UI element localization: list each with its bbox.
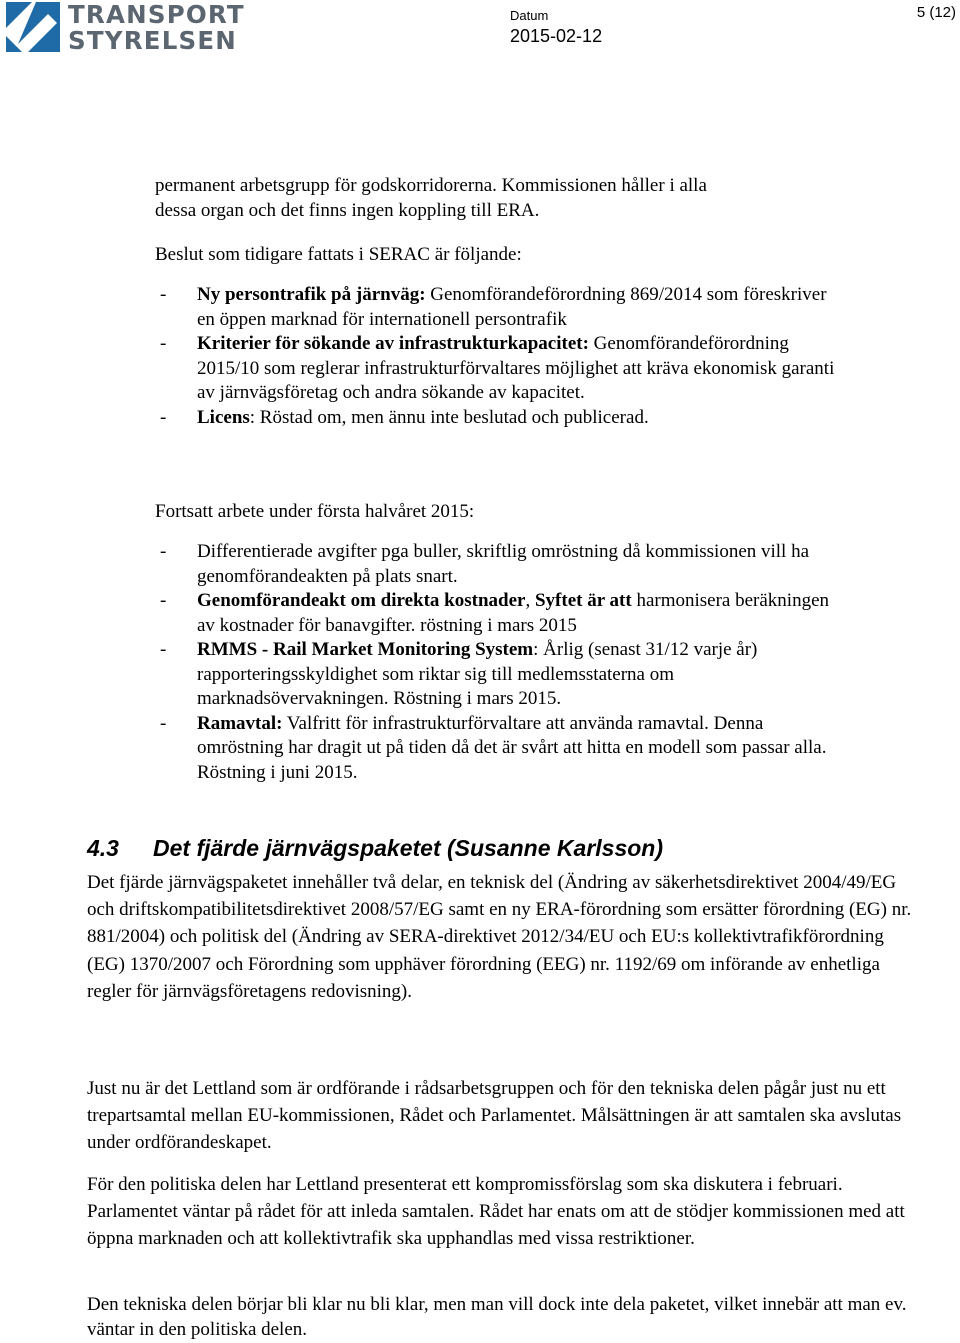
intro-continuation <box>155 174 835 223</box>
item-text: Valfritt för infrastrukturförvaltare att använda ramavtal. Denna omröstning har dragit ut på tiden då det är svårt att hitta en modell som passar alla. Röstning i juni 2015. <box>197 712 827 783</box>
list-item <box>160 332 840 406</box>
item-text: Differentierade avgifter pga buller, skriftlig omröstning då kommissionen vill ha genomförandeakten på plats snart. <box>197 541 810 587</box>
decisions-heading: Beslut som tidigare fattats i SERAC är följande: <box>155 244 522 265</box>
item-bold-label-2: Syftet är att <box>534 590 632 611</box>
item-separator: , <box>525 590 535 611</box>
list-dash: - <box>160 712 167 734</box>
section-title: Det fjärde järnvägspaketet (Susanne Karlsson) <box>153 835 663 861</box>
section-paragraph-1: Det fjärde järnvägspaketet innehåller två delar, en teknisk del (Ändring av säkerhetsdirektivet 2004/49/EG och driftskompatibilitetsdirektivet 2008/57/EG samt en ny ERA-förordning som ersätter förordning (EG) nr. 881/2004) och politisk del (Ändring av SERA-direktivet 2012/34/EU och EU:s kollektivtrafikförordning (EG) 1370/2007 och Förordning som upphäver förordning (EEG) nr. 1192/69 om införande av enhetliga regler för järnvägsföretagens redovisning). <box>87 872 912 1002</box>
section-number: 4.3 <box>87 835 119 861</box>
logo-mark-icon <box>6 2 62 54</box>
item-bold-label: RMMS - Rail Market Monitoring System <box>197 639 534 660</box>
list-item <box>160 283 840 332</box>
decisions-list <box>160 283 840 430</box>
logo-wordmark-line1: TRANSPORT <box>68 0 245 29</box>
list-dash: - <box>160 639 167 660</box>
item-text: Genomförandeförordning 2015/10 som reglerar infrastrukturförvaltares möjlighet att kräva ekonomisk garanti av järnvägsföretag och andra sökande av kapacitet. <box>197 333 835 403</box>
continuation-line-1: permanent arbetsgrupp för godskorridorerna. Kommissionen håller i alla <box>155 175 707 196</box>
item-text: Genomförandeförordning 869/2014 som föreskriver en öppen marknad för internationell persontrafik <box>197 284 827 330</box>
section-heading <box>87 834 663 862</box>
section-paragraph-2: Just nu är det Lettland som är ordförande i rådsarbetsgruppen och för den tekniska delen pågår just nu ett trepartsamtal mellan EU-kommissionen, Rådet och Parlamentet. Målsättningen är att samtalen ska avslutas under ordförandeskapet. <box>87 1078 902 1154</box>
list-dash: - <box>160 590 167 611</box>
page-number: 5 (12) <box>916 4 956 21</box>
continuation-line-2: dessa organ och det finns ingen koppling till ERA. <box>155 199 540 221</box>
list-item <box>160 589 840 638</box>
list-item <box>160 712 840 786</box>
list-item <box>160 638 840 712</box>
item-text: : Årlig (senast 31/12 varje år) rapporteringsskyldighet som riktar sig till medlemsstaterna om marknadsövervakningen. Röstning i mars 2015. <box>197 639 758 709</box>
list-dash: - <box>160 333 167 354</box>
item-bold-label: Ny persontrafik på järnväg: <box>197 284 426 305</box>
list-dash: - <box>160 541 167 562</box>
date-label: Datum <box>510 8 549 23</box>
section-paragraph-3: För den politiska delen har Lettland presenterat ett kompromissförslag som ska diskutera i februari. Parlamentet väntar på rådet för att inleda samtalen. Rådet har enats om att de stödjer kommissionen med att öppna marknaden och att kollektivtrafik ska upphandlas med vissa restriktioner. <box>87 1174 905 1250</box>
transportstyrelsen-logo <box>6 0 245 58</box>
continued-list <box>160 540 840 785</box>
list-dash: - <box>160 284 167 305</box>
date-value: 2015-02-12 <box>510 26 603 46</box>
list-item <box>160 540 840 589</box>
continued-heading: Fortsatt arbete under första halvåret 2015: <box>155 501 475 522</box>
item-text: harmonisera beräkningen av kostnader för banavgifter. röstning i mars 2015 <box>197 590 830 636</box>
item-text: : Röstad om, men ännu inte beslutad och publicerad. <box>249 406 649 428</box>
section-paragraph-4: Den tekniska delen börjar bli klar nu bli klar, men man vill dock inte dela paketet, vilket innebär att man ev. väntar in den politiska delen. <box>87 1294 907 1340</box>
item-bold-label: Ramavtal: <box>197 712 283 734</box>
list-dash: - <box>160 406 167 428</box>
item-bold-label: Kriterier för sökande av infrastrukturkapacitet: <box>197 333 589 354</box>
logo-wordmark-line2: STYRELSEN <box>68 26 237 55</box>
item-bold-label: Genomförandeakt om direkta kostnader <box>197 590 526 611</box>
item-bold-label: Licens <box>197 406 250 428</box>
list-item <box>160 406 840 431</box>
